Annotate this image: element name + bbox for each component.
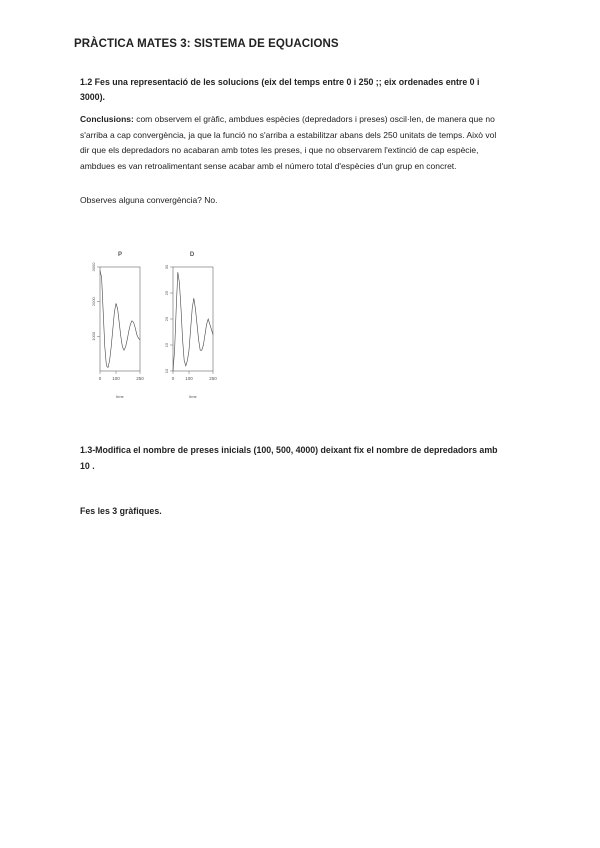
panel-d-frame: [173, 267, 213, 371]
question-1-3: 1.3-Modifica el nombre de preses inicials (100, 500, 4000) deixant fix el nombre de depredadors amb 10 .: [80, 445, 498, 471]
panel-d-xlabel: time: [189, 394, 197, 399]
plots-svg: [88, 245, 228, 405]
convergence-question: Observes alguna convergència? No.: [80, 195, 218, 205]
document-title: PRÀCTICA MATES 3: SISTEMA DE EQUACIONS: [74, 38, 339, 50]
panel-d-x-axis: [172, 371, 218, 381]
panel-d-series-line: [173, 272, 213, 371]
panel-d: [164, 252, 217, 399]
panel-d-y-tick-label: 30: [164, 264, 169, 270]
question-1-2: 1.2 Fes una representació de les solucions (eix del temps entre 0 i 250 ;; eix ordenades entre 0 i 3000).: [80, 77, 480, 102]
conclusions-label: Conclusions:: [80, 114, 134, 124]
panel-d-title: D: [189, 252, 195, 258]
panel-p-x-tick-label: 250: [136, 376, 144, 381]
panel-p-x-axis: [99, 371, 145, 381]
panel-p-x-tick-label: 100: [112, 376, 120, 381]
panel-d-x-tick-label: 100: [185, 376, 193, 381]
panel-d-y-axis: [164, 264, 173, 373]
panel-p-y-tick-label: 2000: [91, 297, 96, 307]
conclusions-text: com observem el gràfic, ambdues espècies (depredadors i preses) oscil·len, de manera que no s'arriba a cap convergència, ja que la funció no s'arriba a estabilitzar abans dels 250 unitats de temps. Això vol dir que els depredadors no acabaran amb totes les preses, i que no observarem l'extinció de cap espècie, ambdues es van retroalimentant sense acabar amb el número total d'espècies d'un grup en concret.: [80, 114, 497, 171]
panel-p-series-line: [100, 270, 140, 367]
plots-figure: [88, 245, 228, 405]
panel-p-frame: [100, 267, 140, 371]
panel-p: [91, 252, 144, 399]
panel-p-y-tick-label: 1000: [91, 331, 96, 341]
panel-p-title: P: [117, 252, 123, 258]
panel-p-xlabel: time: [116, 394, 124, 399]
panel-d-y-tick-label: 15: [164, 342, 169, 348]
conclusions-paragraph: [80, 112, 500, 174]
panel-d-x-tick-label: 250: [209, 376, 217, 381]
panel-p-y-tick-label: 3000: [91, 262, 96, 272]
panel-d-y-tick-label: 25: [164, 290, 169, 296]
panel-d-x-tick-label: 0: [171, 376, 175, 381]
panel-p-x-tick-label: 0: [98, 376, 102, 381]
panel-d-y-tick-label: 20: [164, 316, 169, 322]
panel-d-y-tick-label: 10: [164, 368, 169, 374]
instruction-make-graphs: Fes les 3 gràfiques.: [80, 506, 162, 516]
panel-p-y-axis: [91, 262, 100, 341]
